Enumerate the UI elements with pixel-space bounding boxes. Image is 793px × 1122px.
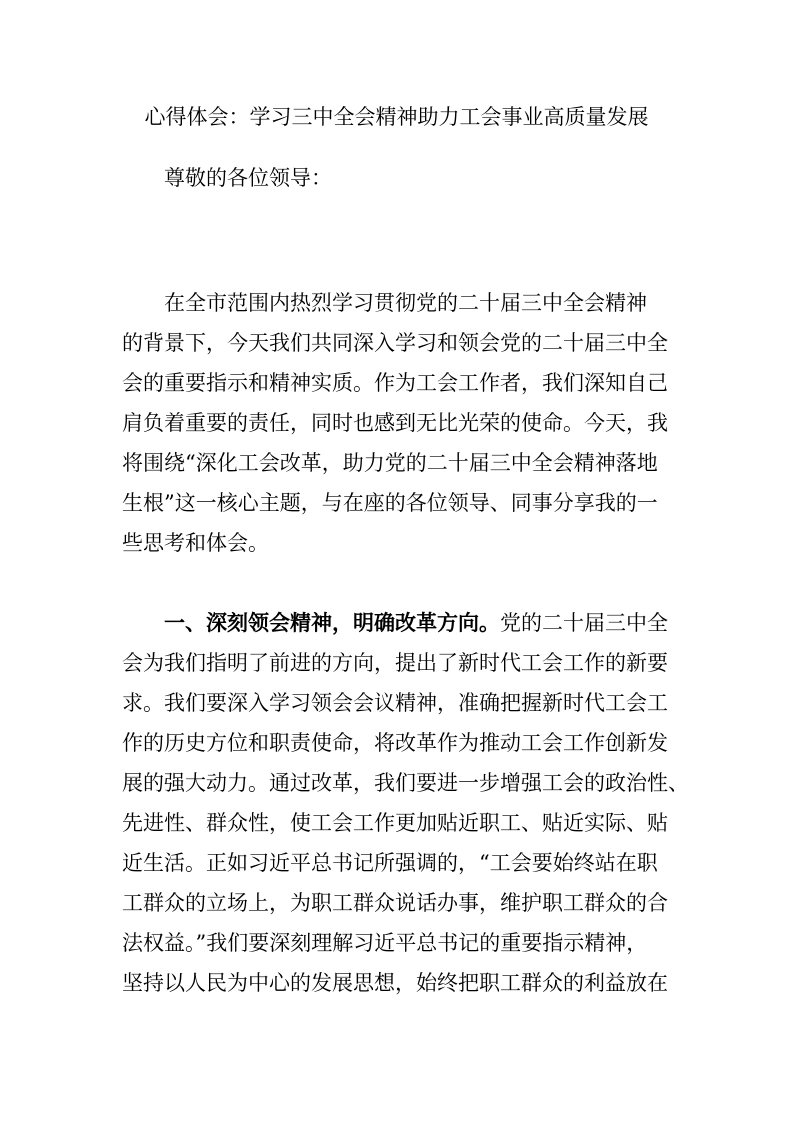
paragraph-line: 作的历史方位和职责使命，将改革作为推动工会工作创新发 [122, 731, 668, 755]
paragraph-line: 工群众的立场上，为职工群众说话办事，维护职工群众的合 [122, 891, 668, 915]
paragraph-line: 些思考和体会。 [122, 531, 269, 555]
paragraph-first-line [122, 603, 682, 643]
paragraph-line: 的背景下，今天我们共同深入学习和领会党的二十届三中全 [122, 331, 668, 355]
paragraph-line: 求。我们要深入学习领会会议精神，准确把握新时代工会工 [122, 691, 668, 715]
paragraph-intro [122, 283, 682, 563]
document-title: 心得体会：学习三中全会精神助力工会事业高质量发展 [144, 105, 649, 129]
paragraph-line: 肩负着重要的责任，同时也感到无比光荣的使命。今天，我 [122, 411, 668, 435]
paragraph-line: 先进性、群众性，使工会工作更加贴近职工、贴近实际、贴 [122, 811, 668, 835]
paragraph-line: 近生活。正如习近平总书记所强调的，“工会要始终站在职 [122, 851, 658, 875]
paragraph-line: 将围绕“深化工会改革，助力党的二十届三中全会精神落地 [122, 451, 658, 475]
paragraph-line: 法权益。”我们要深刻理解习近平总书记的重要指示精神， [122, 931, 648, 955]
paragraph-line: 在全市范围内热烈学习贯彻党的二十届三中全会精神 [164, 291, 647, 315]
paragraph-section-one [122, 603, 689, 1003]
paragraph-line: 展的强大动力。通过改革，我们要进一步增强工会的政治性、 [122, 771, 689, 795]
paragraph-line-rest: 党的二十届三中全 [500, 611, 668, 635]
salutation-line: 尊敬的各位领导： [164, 166, 332, 190]
salutation [122, 158, 682, 198]
paragraph-line: 坚持以人民为中心的发展思想，始终把职工群众的利益放在 [122, 971, 668, 995]
paragraph-line: 会为我们指明了前进的方向，提出了新时代工会工作的新要 [122, 651, 668, 675]
section-heading: 一、深刻领会精神，明确改革方向。 [164, 610, 500, 635]
paragraph-line: 生根”这一核心主题，与在座的各位领导、同事分享我的一 [122, 491, 658, 515]
paragraph-line: 会的重要指示和精神实质。作为工会工作者，我们深知自己 [122, 371, 668, 395]
